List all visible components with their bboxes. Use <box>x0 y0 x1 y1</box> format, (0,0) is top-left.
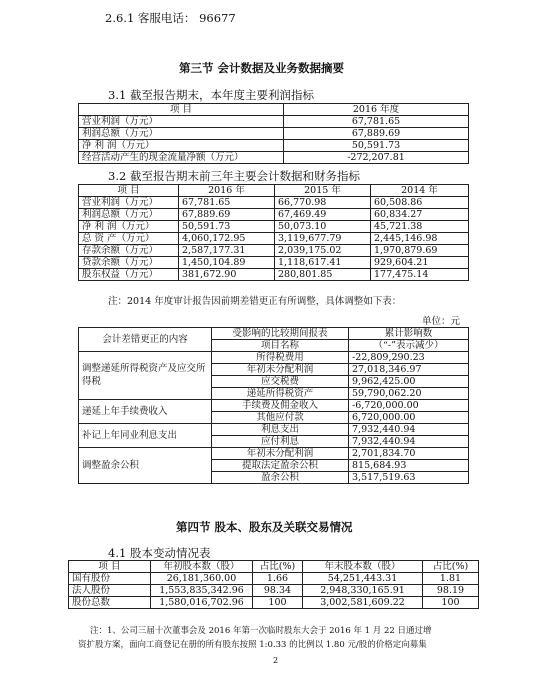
adj-item: 年初未分配利润 <box>212 364 349 376</box>
t32-value: 177,475.14 <box>371 269 469 281</box>
table-row <box>79 116 469 128</box>
adj-group-label: 调整递延所得税资产及应交所得税 <box>79 352 212 400</box>
t31-value: 50,591.73 <box>284 140 469 152</box>
table-row <box>69 573 479 585</box>
table-row <box>79 209 469 221</box>
t32-value: 67,889.69 <box>179 209 275 221</box>
t41-value: 3,002,581,609.22 <box>303 597 423 609</box>
profit-indicator-table <box>78 103 469 164</box>
sub41-heading: 4.1 股本变动情况表 <box>108 546 211 560</box>
t41-item: 法人股份 <box>69 585 151 597</box>
t41-value: 54,251,443.31 <box>303 573 423 585</box>
t32-value: 1,970,879.69 <box>371 245 469 257</box>
adj-value: 2,701,834.70 <box>349 448 469 460</box>
t31-header-item: 项 目 <box>79 104 284 116</box>
t31-header-year: 2016 年度 <box>284 104 469 116</box>
table-row <box>79 197 469 209</box>
adj-group-label: 补记上年同业利息支出 <box>79 424 212 448</box>
table-row <box>79 221 469 233</box>
t41-value: 1.81 <box>423 573 479 585</box>
adj-item: 其他应付款 <box>212 412 349 424</box>
t41-value: 98.34 <box>253 585 303 597</box>
t32-header-item: 项 目 <box>79 185 179 197</box>
table-row <box>69 585 479 597</box>
t41-header-item: 项 目 <box>69 561 151 573</box>
adj-header-period: 受影响的比较期间报表 <box>212 328 349 340</box>
adj-value: 59,790,062.20 <box>349 388 469 400</box>
t32-item: 总 资 产（万元） <box>79 233 179 245</box>
t41-header-ratio2: 占比(%) <box>423 561 479 573</box>
service-phone-line: 2.6.1 客服电话： 96677 <box>105 11 236 25</box>
t41-value: 1,580,016,702.96 <box>151 597 253 609</box>
t41-header-ratio1: 占比(%) <box>253 561 303 573</box>
t32-value: 45,721.38 <box>371 221 469 233</box>
t32-value: 4,060,172.95 <box>179 233 275 245</box>
t32-item: 股东权益（万元） <box>79 269 179 281</box>
adj-item: 递延所得税资产 <box>212 388 349 400</box>
t41-value: 1,553,835,342.96 <box>151 585 253 597</box>
adj-header-impact: 累计影响数 <box>349 328 469 340</box>
t41-header-begin: 年初股本数（股） <box>151 561 253 573</box>
adjustment-note: 注：2014 年度审计报告因前期差错更正有所调整，具体调整如下表： <box>108 296 402 307</box>
adj-value: 815,684.93 <box>349 460 469 472</box>
t32-value: 60,508.86 <box>371 197 469 209</box>
t32-value: 60,834.27 <box>371 209 469 221</box>
adj-header-impact-note: （“-”表示减少） <box>349 340 469 352</box>
t41-header-end: 年末股本数（股） <box>303 561 423 573</box>
t32-item: 存款余额（万元） <box>79 245 179 257</box>
t31-value: -272,207.81 <box>284 152 469 164</box>
table-row <box>79 140 469 152</box>
t41-value: 26,181,360.00 <box>151 573 253 585</box>
t32-item: 贷款余额（万元） <box>79 257 179 269</box>
table-row <box>79 448 469 460</box>
t32-header-2014: 2014 年 <box>371 185 469 197</box>
adj-item: 利息支出 <box>212 424 349 436</box>
footnote-line-1: 注：1、公司三届十次董事会及 2016 年第一次临时股东大会于 2016 年 1 月 22 日通过增 <box>90 626 432 636</box>
t31-item: 利润总额（万元） <box>79 128 284 140</box>
t32-value: 2,445,146.98 <box>371 233 469 245</box>
t41-value: 2,948,330,165.91 <box>303 585 423 597</box>
share-change-table <box>68 560 479 609</box>
t31-value: 67,889.69 <box>284 128 469 140</box>
t32-item: 净 利 润（万元） <box>79 221 179 233</box>
t31-item: 营业利润（万元） <box>79 116 284 128</box>
adj-group-label: 递延上年手续费收入 <box>79 400 212 424</box>
t32-value: 280,801.85 <box>275 269 371 281</box>
t32-item: 营业利润（万元） <box>79 197 179 209</box>
adj-item: 年初未分配利润 <box>212 448 349 460</box>
table-row <box>79 269 469 281</box>
table-row <box>79 424 469 436</box>
t32-header-2016: 2016 年 <box>179 185 275 197</box>
t32-header-2015: 2015 年 <box>275 185 371 197</box>
unit-label: 单位：元 <box>422 316 461 327</box>
adj-item: 手续费及佣金收入 <box>212 400 349 412</box>
adj-item: 应交税费 <box>212 376 349 388</box>
adj-value: -22,809,290.23 <box>349 352 469 364</box>
adj-value: 6,720,000.00 <box>349 412 469 424</box>
t31-item: 经营活动产生的现金流量净额（万元） <box>79 152 284 164</box>
t32-value: 67,469.49 <box>275 209 371 221</box>
adj-group-label: 调整盈余公积 <box>79 448 212 484</box>
adj-header-content: 会计差错更正的内容 <box>79 328 212 352</box>
adj-item: 盈余公积 <box>212 472 349 484</box>
t41-value: 98.19 <box>423 585 479 597</box>
table-row <box>79 352 469 364</box>
t32-value: 381,672.90 <box>179 269 275 281</box>
t32-value: 50,073.10 <box>275 221 371 233</box>
t41-value: 100 <box>423 597 479 609</box>
three-year-data-table <box>78 184 469 281</box>
table-row <box>69 597 479 609</box>
t32-value: 2,039,175.02 <box>275 245 371 257</box>
footnote-line-2: 资扩股方案，面向工商登记在册的所有股东按照 1:0.33 的比例以 1.80 元/股的价格定向募集 <box>78 640 427 650</box>
adj-value: 7,932,440.94 <box>349 424 469 436</box>
sub31-heading: 3.1 截至报告期末，本年度主要利润指标 <box>108 88 314 102</box>
t32-value: 67,781.65 <box>179 197 275 209</box>
table-row <box>79 128 469 140</box>
t31-value: 67,781.65 <box>284 116 469 128</box>
sub32-heading: 3.2 截至报告期末前三年主要会计数据和财务指标 <box>108 169 360 183</box>
adj-header-item-name: 项目名称 <box>212 340 349 352</box>
t32-value: 2,587,177.31 <box>179 245 275 257</box>
adj-item: 应付利息 <box>212 436 349 448</box>
t32-value: 66,770.98 <box>275 197 371 209</box>
table-row <box>79 400 469 412</box>
t41-item: 国有股份 <box>69 573 151 585</box>
error-correction-table <box>78 327 469 484</box>
table-row <box>79 257 469 269</box>
adj-value: 7,932,440.94 <box>349 436 469 448</box>
adj-item: 所得税费用 <box>212 352 349 364</box>
table-row <box>79 245 469 257</box>
t41-value: 1.66 <box>253 573 303 585</box>
t32-value: 1,450,104.89 <box>179 257 275 269</box>
t31-item: 净 利 润（万元） <box>79 140 284 152</box>
adj-item: 提取法定盈余公积 <box>212 460 349 472</box>
t41-item: 股份总数 <box>69 597 151 609</box>
adj-value: 3,517,519.63 <box>349 472 469 484</box>
t32-value: 1,118,617.41 <box>275 257 371 269</box>
table-row <box>79 152 469 164</box>
section3-title: 第三节 会计数据及业务数据摘要 <box>179 61 345 75</box>
section4-title: 第四节 股本、股东及关联交易情况 <box>176 520 353 534</box>
adj-value: -6,720,000.00 <box>349 400 469 412</box>
t32-value: 50,591.73 <box>179 221 275 233</box>
t32-item: 利润总额（万元） <box>79 209 179 221</box>
t32-value: 929,604.21 <box>371 257 469 269</box>
table-row <box>79 233 469 245</box>
adj-value: 27,018,346.97 <box>349 364 469 376</box>
t41-value: 100 <box>253 597 303 609</box>
page-number: 2 <box>273 656 279 665</box>
adj-value: 9,962,425.00 <box>349 376 469 388</box>
t32-value: 3,119,677.79 <box>275 233 371 245</box>
